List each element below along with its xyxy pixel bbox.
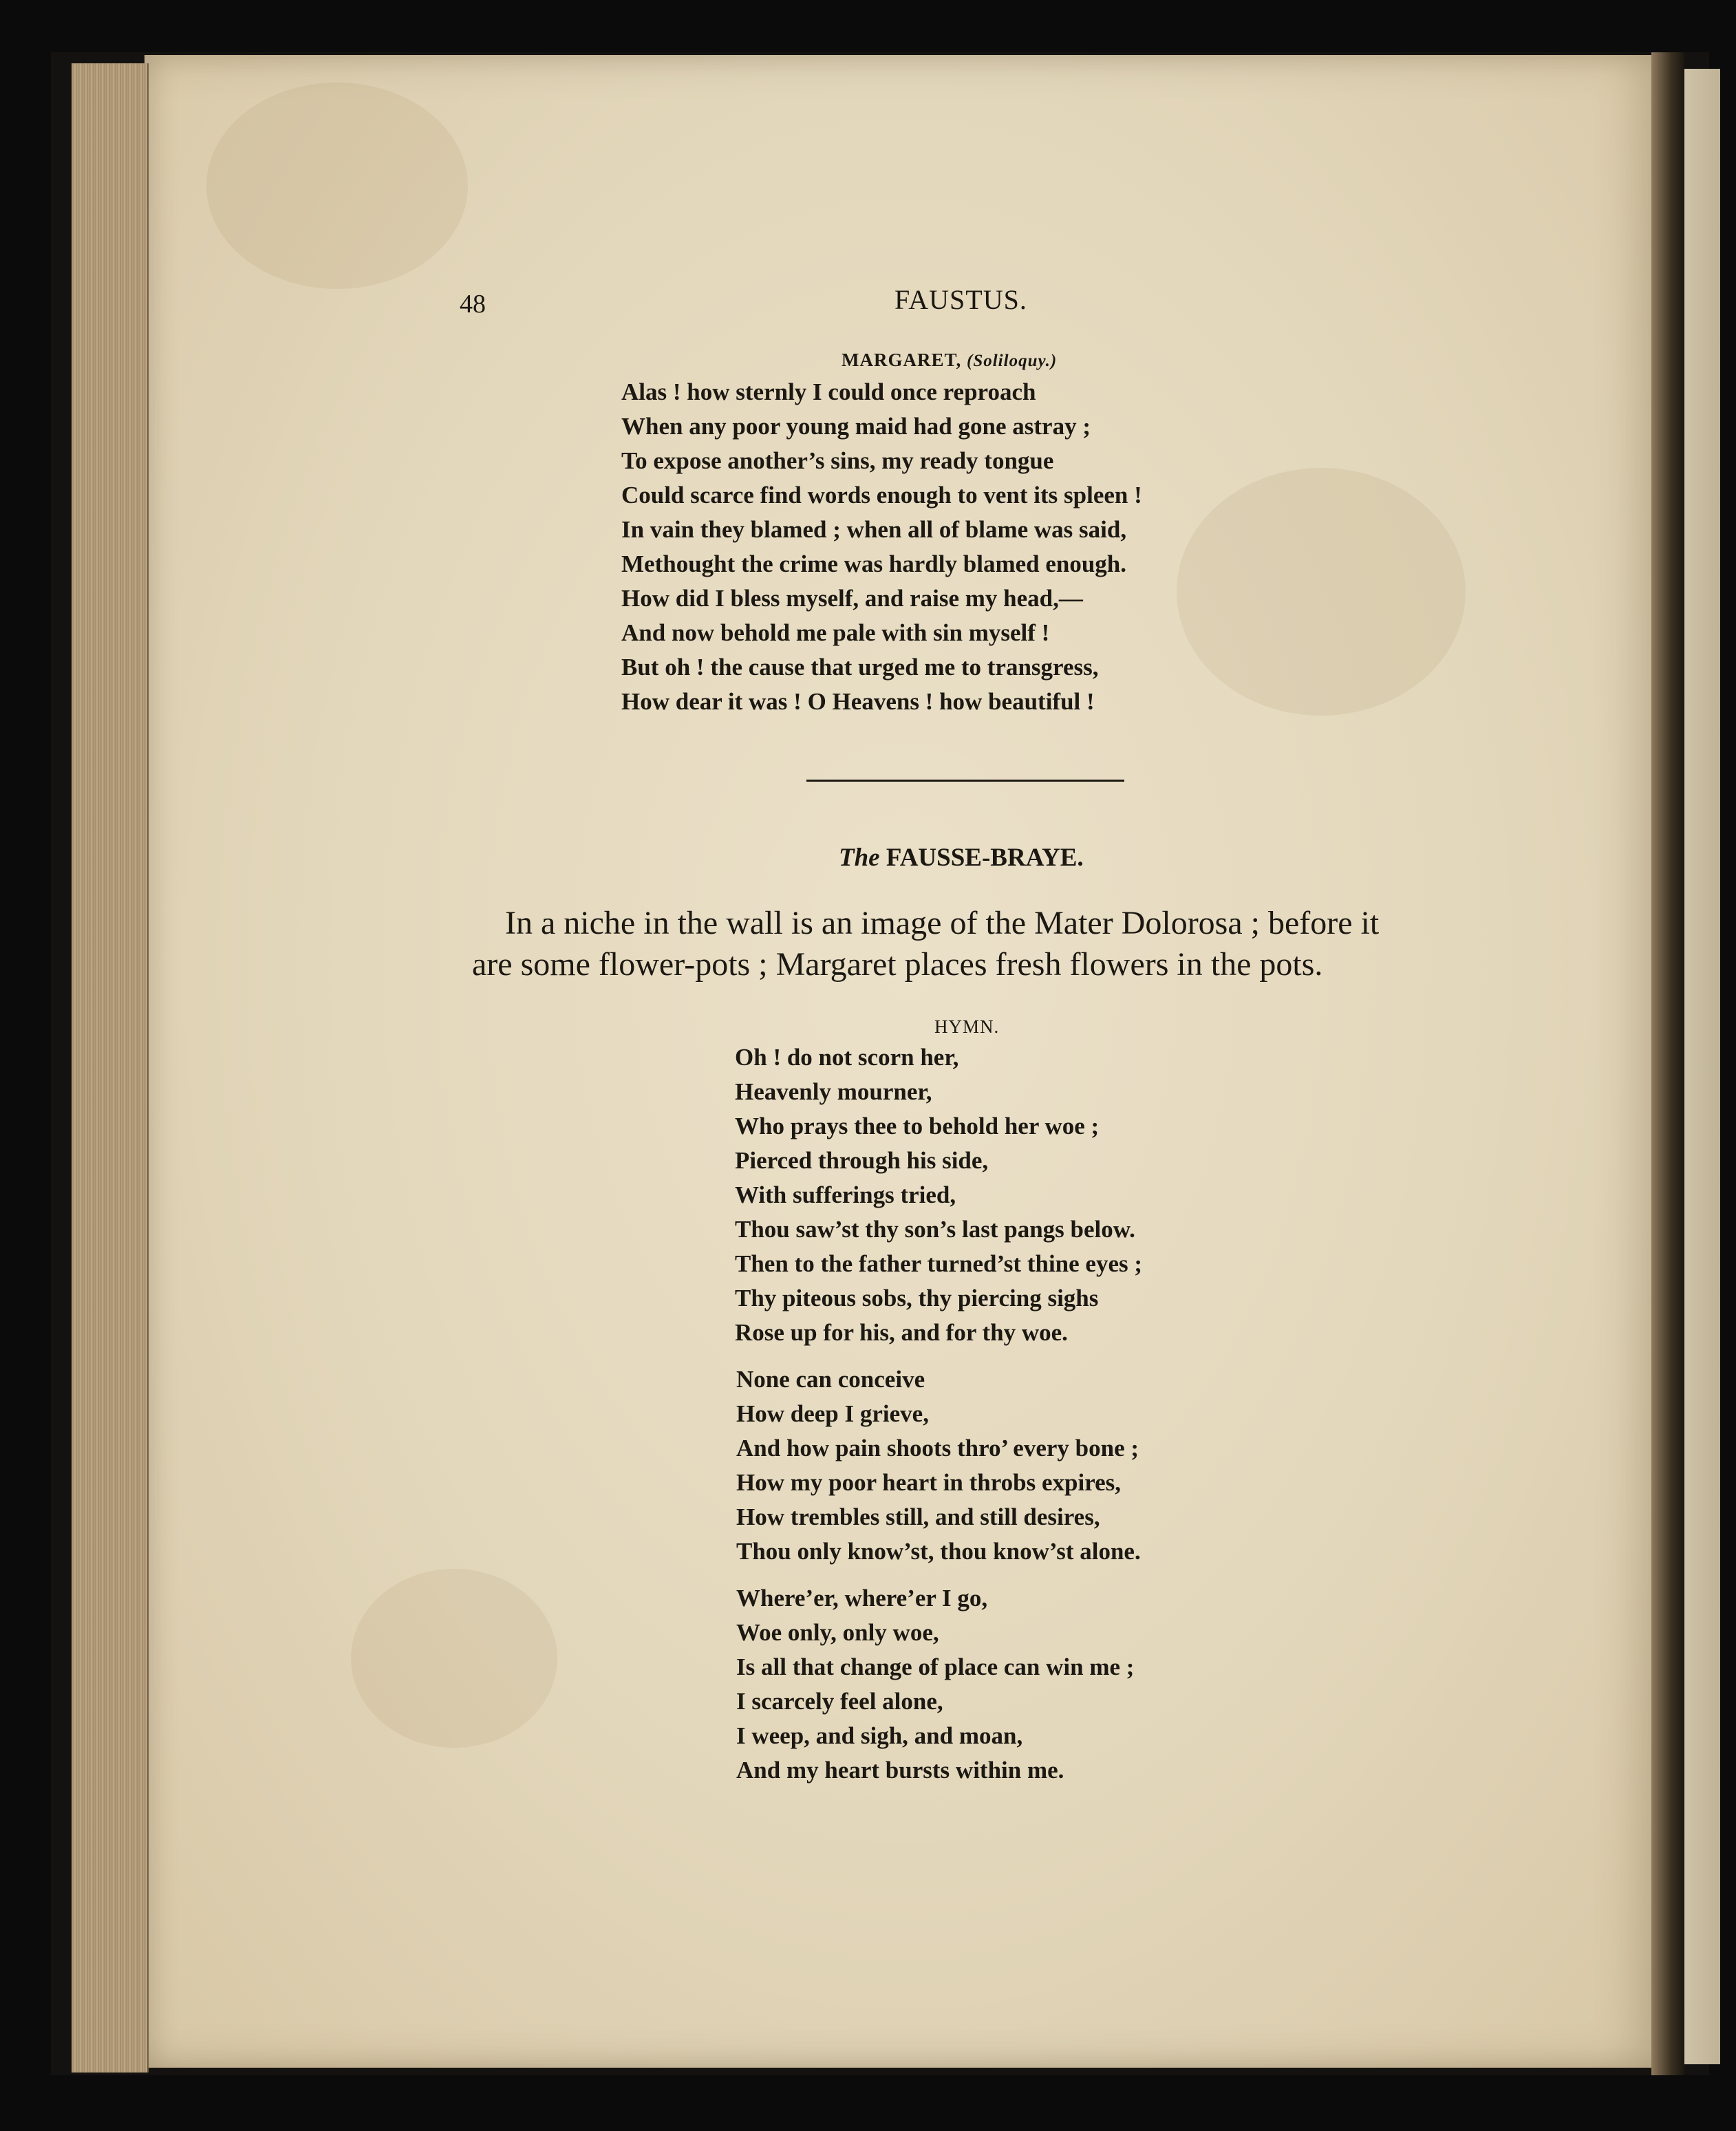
soliloquy-verse: [621, 375, 1142, 719]
book-gutter: [1651, 52, 1684, 2075]
scene-title-prefix: The: [839, 844, 880, 872]
scene-title-text: FAUSSE-BRAYE.: [886, 844, 1084, 872]
hymn-title: HYMN.: [934, 1016, 1000, 1037]
page-fore-edge: [72, 63, 149, 2073]
stage-direction: [472, 903, 1477, 985]
verse-line: With sufferings tried,: [735, 1181, 956, 1208]
verse-line: But oh ! the cause that urged me to transgress,: [621, 654, 1099, 681]
verse-line: And now behold me pale with sin myself !: [621, 619, 1050, 646]
verse-line: Thou saw’st thy son’s last pangs below.: [735, 1216, 1135, 1243]
verse-line: How trembles still, and still desires,: [736, 1503, 1100, 1530]
verse-line: None can conceive: [736, 1366, 925, 1393]
verse-line: Alas ! how sternly I could once reproach: [621, 378, 1036, 405]
speaker-heading: [842, 350, 1057, 371]
page-number: 48: [460, 290, 486, 319]
hymn-stanza-1: [735, 1040, 1142, 1350]
verse-line: Methought the crime was hardly blamed enough.: [621, 550, 1127, 577]
stage-direction-line: In a niche in the wall is an image of the Mater Dolorosa ; before it: [505, 905, 1380, 941]
verse-line: How did I bless myself, and raise my head,—: [621, 585, 1083, 612]
verse-line: How dear it was ! O Heavens ! how beautiful !: [621, 688, 1095, 715]
hymn-stanza-3: [736, 1581, 1134, 1788]
verse-line: Could scarce find words enough to vent its spleen !: [621, 482, 1142, 508]
verse-line: To expose another’s sins, my ready tongue: [621, 447, 1054, 474]
speaker-name: MARGARET,: [842, 350, 962, 370]
section-divider: [806, 780, 1124, 782]
verse-line: Where’er, where’er I go,: [736, 1585, 988, 1611]
verse-line: In vain they blamed ; when all of blame was said,: [621, 516, 1127, 543]
verse-line: I weep, and sigh, and moan,: [736, 1722, 1023, 1749]
facing-page-edge: [1684, 69, 1720, 2064]
verse-line: Rose up for his, and for thy woe.: [735, 1319, 1068, 1346]
verse-line: Is all that change of place can win me ;: [736, 1653, 1135, 1680]
verse-line: How my poor heart in throbs expires,: [736, 1469, 1122, 1496]
verse-line: Woe only, only woe,: [736, 1619, 939, 1646]
verse-line: Thy piteous sobs, thy piercing sighs: [735, 1285, 1099, 1311]
verse-line: Heavenly mourner,: [735, 1078, 932, 1105]
running-head: FAUSTUS.: [894, 284, 1027, 315]
verse-line: Oh ! do not scorn her,: [735, 1044, 959, 1071]
verse-line: When any poor young maid had gone astray ;: [621, 413, 1091, 440]
verse-line: And my heart bursts within me.: [736, 1757, 1064, 1784]
hymn-stanza-2: [736, 1362, 1141, 1569]
stage-direction-line: are some flower-pots ; Margaret places fresh flowers in the pots.: [472, 946, 1323, 983]
verse-line: How deep I grieve,: [736, 1400, 929, 1427]
verse-line: Who prays thee to behold her woe ;: [735, 1113, 1100, 1139]
verse-line: Then to the father turned’st thine eyes ;: [735, 1250, 1143, 1277]
verse-line: Pierced through his side,: [735, 1147, 989, 1174]
speaker-direction: (Soliloquy.): [967, 352, 1058, 370]
scene-title: [839, 843, 1084, 872]
verse-line: And how pain shoots thro’ every bone ;: [736, 1435, 1139, 1461]
verse-line: I scarcely feel alone,: [736, 1688, 943, 1715]
verse-line: Thou only know’st, thou know’st alone.: [736, 1538, 1141, 1565]
